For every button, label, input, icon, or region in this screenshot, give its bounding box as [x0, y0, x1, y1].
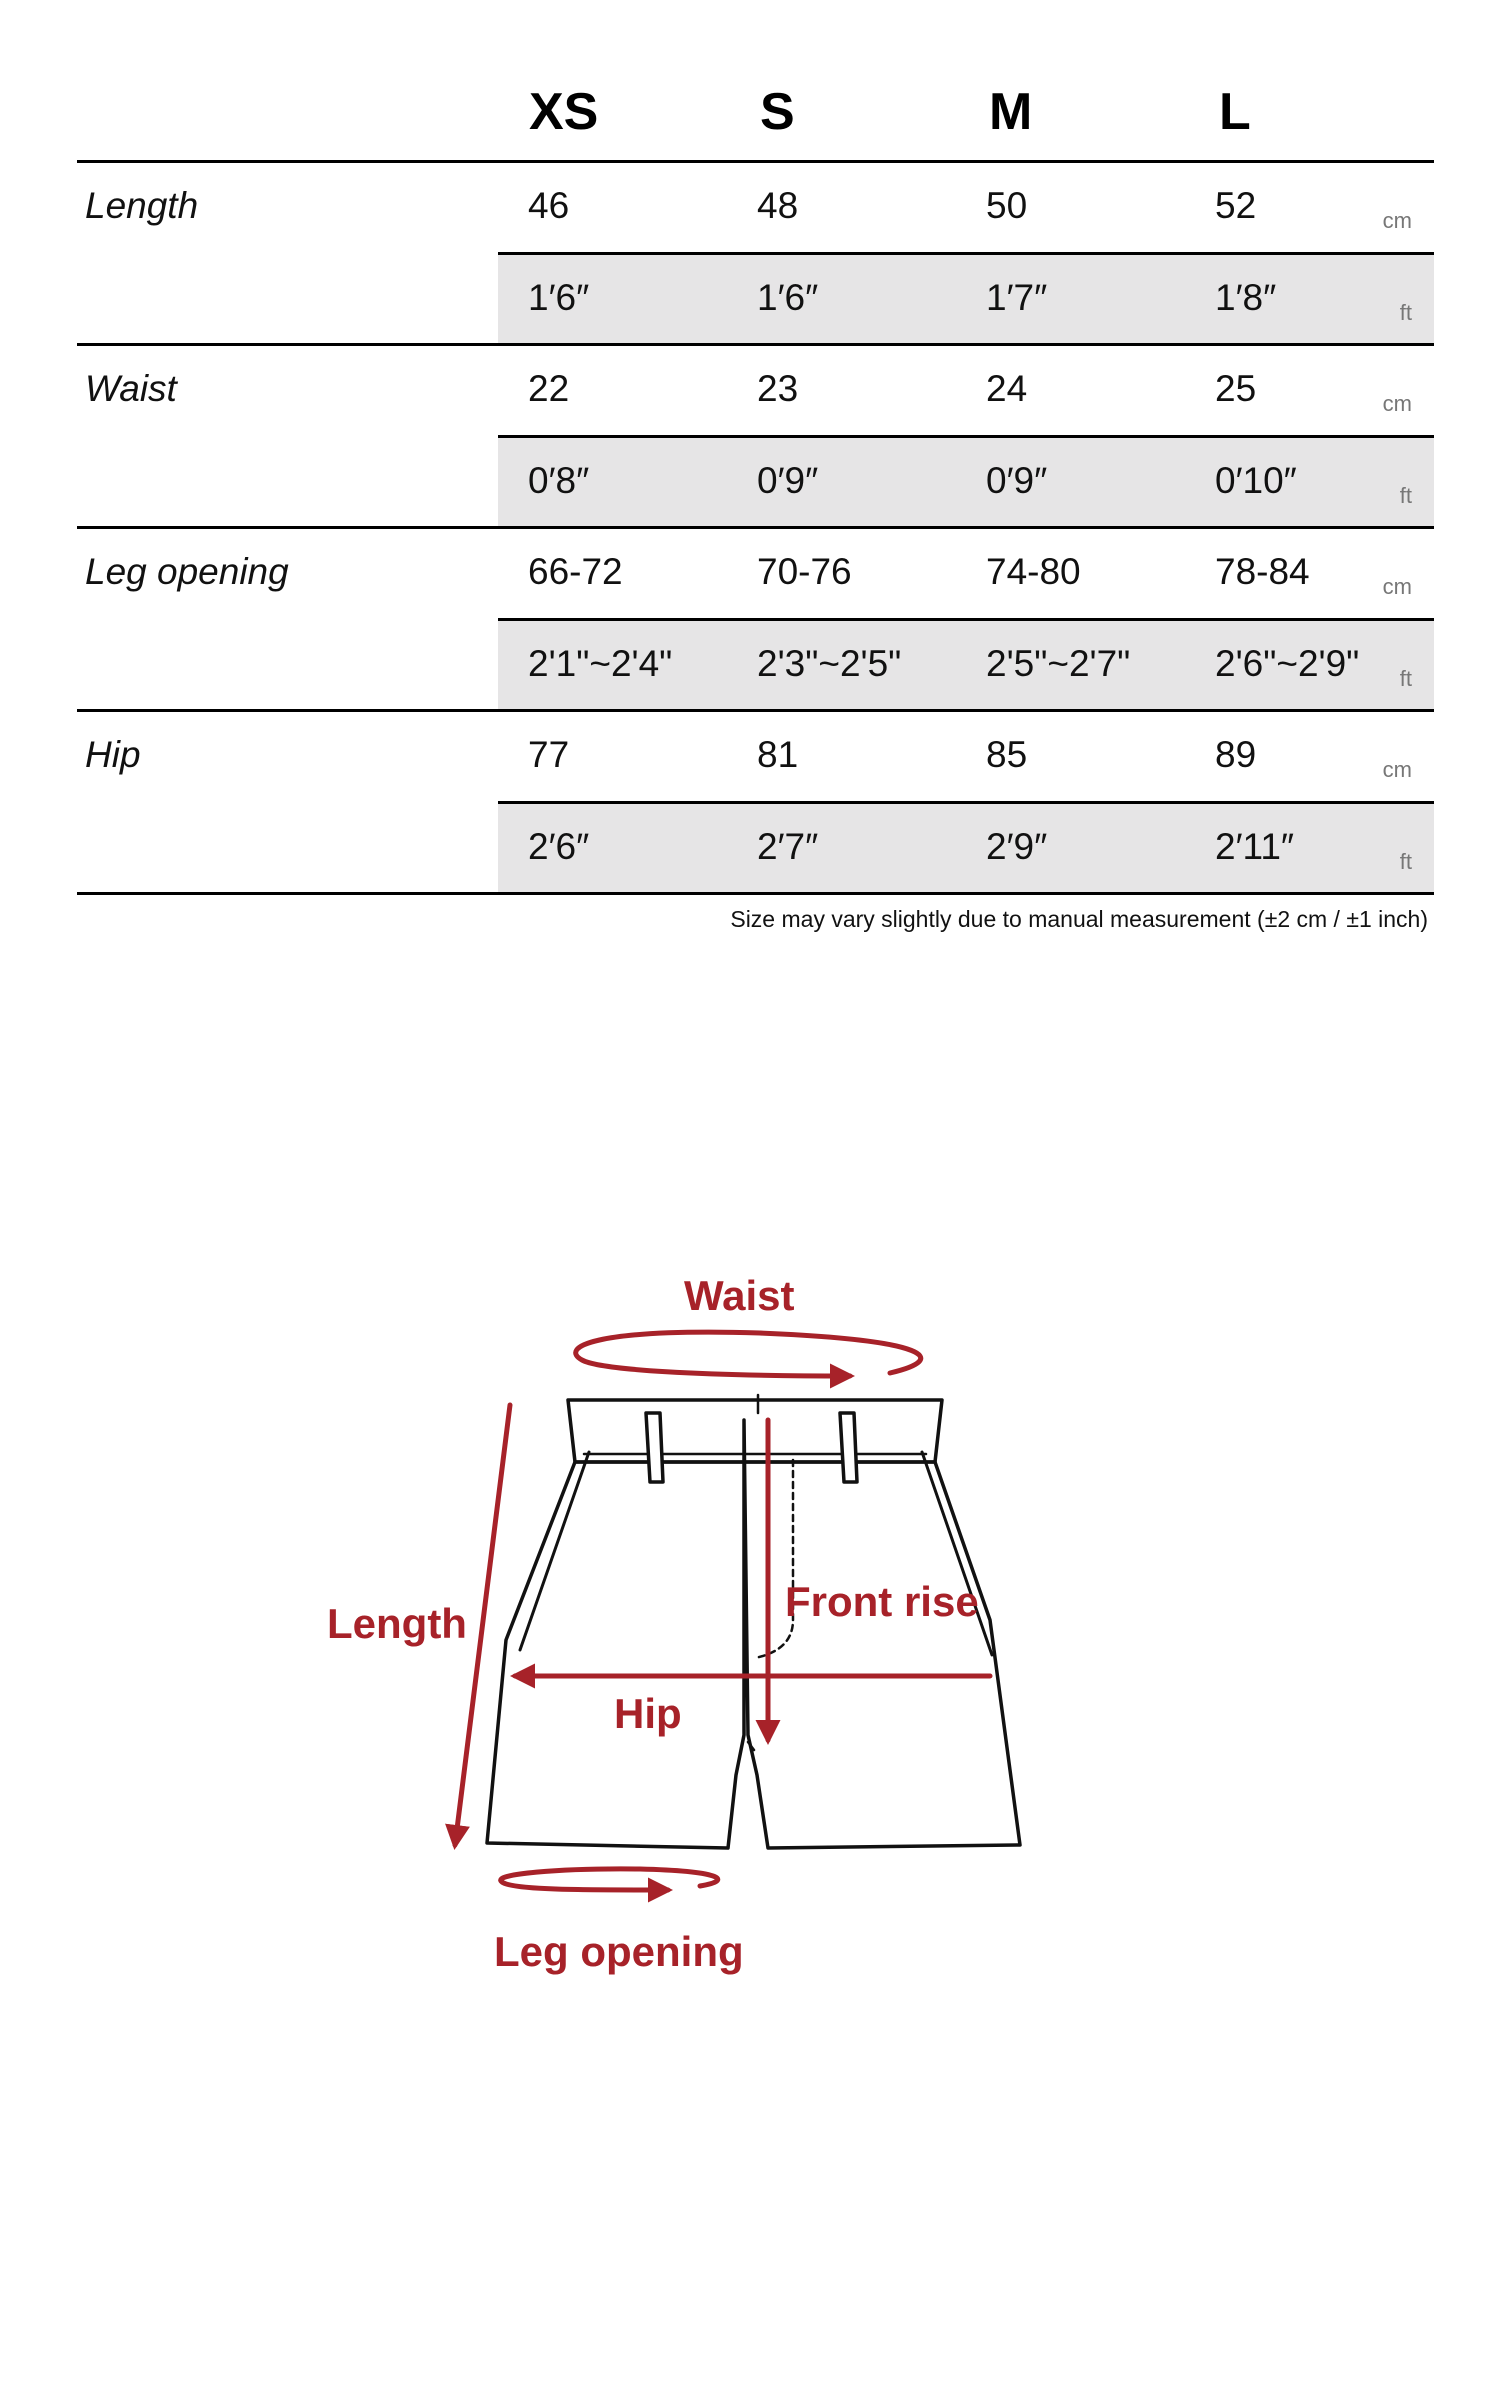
- measure-group-length: [77, 163, 1434, 346]
- measurement-note: Size may vary slightly due to manual measurement (±2 cm / ±1 inch): [730, 906, 1428, 932]
- cell: 0′8″: [528, 460, 590, 501]
- shorts-measurement-diagram: [0, 1240, 1500, 2040]
- unit-ft: ft: [1399, 300, 1412, 325]
- cell: 46: [528, 185, 570, 226]
- size-header-xs: XS: [529, 83, 599, 141]
- cell: 2′9″: [986, 826, 1048, 867]
- front-rise-label: Front rise: [785, 1578, 979, 1625]
- measure-group-waist: [77, 346, 1434, 529]
- cell: 0′9″: [757, 460, 819, 501]
- row-label-length: Length: [85, 185, 199, 226]
- cell: 24: [986, 368, 1028, 409]
- cell: 81: [757, 734, 799, 775]
- leg-opening-label: Leg opening: [494, 1928, 744, 1975]
- cell: 0′10″: [1215, 460, 1297, 501]
- cell: 2'1"~2'4": [528, 643, 673, 684]
- ft-row: [498, 804, 1434, 892]
- unit-cm: cm: [1382, 208, 1412, 233]
- cell: 25: [1215, 368, 1257, 409]
- cell: 2'5"~2'7": [986, 643, 1131, 684]
- cell: 1′7″: [986, 277, 1048, 318]
- unit-ft: ft: [1399, 483, 1412, 508]
- size-header-s: S: [760, 83, 795, 141]
- cell: 0′9″: [986, 460, 1048, 501]
- cell: 77: [528, 734, 570, 775]
- cell: 1′6″: [757, 277, 819, 318]
- hip-label: Hip: [614, 1690, 682, 1737]
- waist-label: Waist: [684, 1272, 795, 1319]
- cell: 70-76: [757, 551, 852, 592]
- cell: 66-72: [528, 551, 623, 592]
- cell: 1′8″: [1215, 277, 1277, 318]
- unit-cm: cm: [1382, 574, 1412, 599]
- cell: 2′6″: [528, 826, 590, 867]
- waist-arrow: [576, 1332, 921, 1376]
- ft-row: [498, 621, 1434, 709]
- cell: 74-80: [986, 551, 1081, 592]
- cm-row: [498, 712, 1434, 804]
- row-label-waist: Waist: [85, 368, 177, 409]
- cm-row: [498, 529, 1434, 621]
- cm-row: [498, 346, 1434, 438]
- cell: 23: [757, 368, 799, 409]
- size-header-m: M: [989, 83, 1033, 141]
- size-header-l: L: [1219, 83, 1251, 141]
- ft-row: [498, 255, 1434, 343]
- unit-ft: ft: [1399, 849, 1412, 874]
- ft-row: [498, 438, 1434, 526]
- cell: 2'3"~2'5": [757, 643, 902, 684]
- cell: 50: [986, 185, 1028, 226]
- cell: 22: [528, 368, 570, 409]
- cm-row: [498, 163, 1434, 255]
- measure-group-hip: [77, 712, 1434, 895]
- size-header-row: [77, 60, 1434, 163]
- leg-opening-arrow: [501, 1869, 718, 1890]
- row-label-leg-opening: Leg opening: [85, 551, 289, 592]
- unit-ft: ft: [1399, 666, 1412, 691]
- unit-cm: cm: [1382, 757, 1412, 782]
- cell: 2'6"~2'9": [1215, 643, 1360, 684]
- row-label-hip: Hip: [85, 734, 141, 775]
- cell: 2′11″: [1215, 826, 1295, 867]
- cell: 78-84: [1215, 551, 1310, 592]
- cell: 1′6″: [528, 277, 590, 318]
- cell: 89: [1215, 734, 1257, 775]
- unit-cm: cm: [1382, 391, 1412, 416]
- cell: 85: [986, 734, 1028, 775]
- size-table: [77, 60, 1434, 895]
- cell: 2′7″: [757, 826, 819, 867]
- measure-group-leg-opening: [77, 529, 1434, 712]
- cell: 52: [1215, 185, 1257, 226]
- cell: 48: [757, 185, 799, 226]
- length-label: Length: [327, 1600, 467, 1647]
